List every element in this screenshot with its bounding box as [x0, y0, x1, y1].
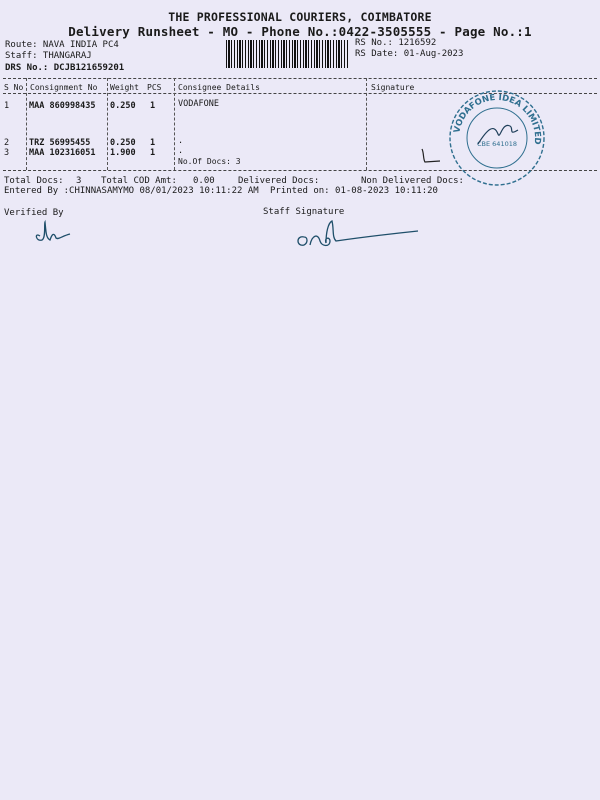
table-row-weight: 1.900 — [110, 148, 136, 158]
table-row-consignee: VODAFONE — [178, 99, 219, 109]
col-signature: Signature — [371, 83, 415, 92]
verified-by-label: Verified By — [4, 208, 64, 218]
svg-text:CBE 641018: CBE 641018 — [477, 140, 517, 148]
table-row-consignment: TRZ 56995455 — [29, 138, 91, 148]
entered-by: Entered By :CHINNASAMYMO 08/01/2023 10:11:22 AM — [4, 186, 259, 196]
total-docs-value: 3 — [76, 176, 82, 186]
col-consignment: Consignment No — [30, 83, 98, 92]
no-of-docs: No.Of Docs: 3 — [178, 157, 241, 166]
table-row-sno: 2 — [4, 138, 10, 148]
table-top-rule — [3, 78, 597, 79]
staff-signature — [290, 215, 425, 255]
total-docs-label: Total Docs: — [4, 176, 64, 186]
verifier-signature — [30, 218, 80, 248]
delivered-docs-label: Delivered Docs: — [238, 176, 320, 186]
table-row-sno: 3 — [4, 148, 10, 158]
column-divider — [174, 78, 175, 170]
table-row-pcs: 1 — [150, 101, 156, 111]
company-seal-stamp — [444, 88, 550, 188]
col-sno: S No — [4, 83, 24, 92]
table-row-weight: 0.250 — [110, 138, 136, 148]
table-row-consignee: . — [178, 146, 184, 156]
printed-on: Printed on: 01-08-2023 10:11:20 — [270, 186, 438, 196]
total-cod-label: Total COD Amt: — [101, 176, 177, 186]
route-label: Route: NAVA INDIA PC4 — [5, 40, 119, 50]
table-row-pcs: 1 — [150, 148, 156, 158]
total-cod-value: 0.00 — [193, 176, 215, 186]
check-mark — [418, 147, 444, 165]
column-divider — [366, 78, 367, 170]
staff-signature-label: Staff Signature — [263, 207, 345, 217]
table-row-consignee: . — [178, 136, 184, 146]
table-row-pcs: 1 — [150, 138, 156, 148]
table-row-consignment: MAA 102316051 — [29, 148, 96, 158]
col-pcs: PCS — [147, 83, 162, 92]
table-row-weight: 0.250 — [110, 101, 136, 111]
non-delivered-docs-label: Non Delivered Docs: — [361, 176, 464, 186]
runsheet-subtitle: Delivery Runsheet - MO - Phone No.:0422-3505555 - Page No.:1 — [68, 24, 532, 39]
rs-number: RS No.: 1216592 — [355, 38, 437, 48]
col-consignee: Consignee Details — [178, 83, 260, 92]
col-weight: Weight — [110, 83, 139, 92]
column-divider — [26, 78, 27, 170]
table-row-sno: 1 — [4, 101, 10, 111]
rs-date: RS Date: 01-Aug-2023 — [355, 49, 464, 59]
drs-number: DRS No.: DCJB121659201 — [5, 63, 125, 73]
svg-text:VODAFONE IDEA LIMITED: VODAFONE IDEA LIMITED — [452, 92, 543, 145]
staff-label: Staff: THANGARAJ — [5, 51, 92, 61]
barcode — [226, 40, 348, 68]
company-title: THE PROFESSIONAL COURIERS, COIMBATORE — [168, 10, 432, 24]
table-row-consignment: MAA 860998435 — [29, 101, 96, 111]
column-divider — [107, 78, 108, 170]
